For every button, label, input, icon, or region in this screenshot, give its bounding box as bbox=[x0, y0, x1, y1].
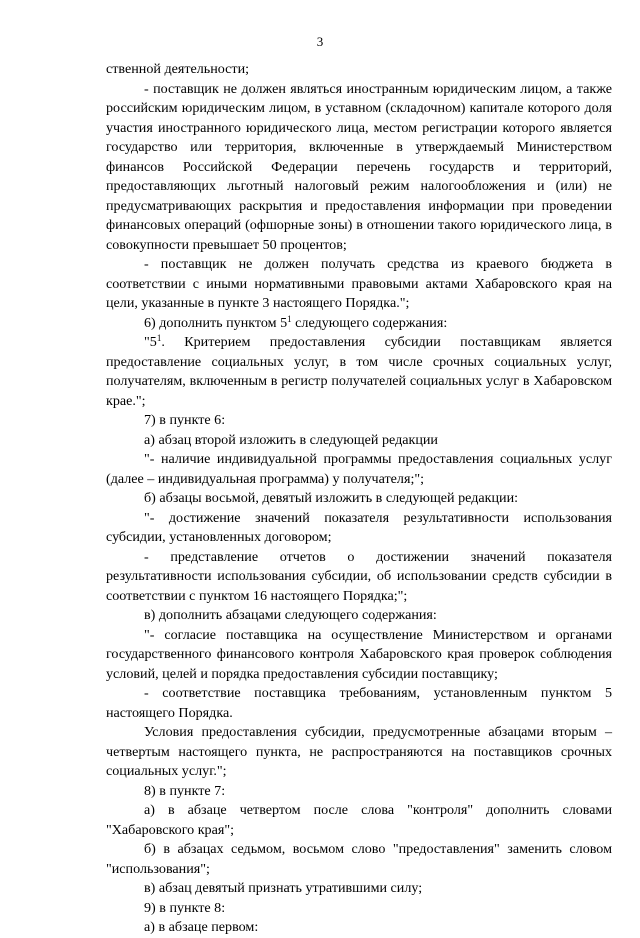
paragraph-item-8a: а) в абзаце четвертом после слова "контроля" дополнить словами "Хабаровского края"; bbox=[106, 802, 612, 838]
paragraph-item-7b: б) абзацы восьмой, девятый изложить в следующей редакции: bbox=[144, 490, 519, 506]
paragraph-individual-program: "- наличие индивидуальной программы предоставления социальных услуг (далее – индивидуальная программа) у получателя;"; bbox=[106, 451, 612, 487]
paragraph-foreign-entity-requirement: - поставщик не должен являться иностранным юридическим лицом, а также российским юридическим лицом, в уставном (складочном) капитале которого доля участия иностранного юридического лица, местом регистрации которого является государство или территория, включенные в утверждаемый Министерством финансов Российской Федерации перечень государств и территорий, предоставляющих льготный налоговый режим налогообложения и (или) не предусматривающих раскрытия и предоставления информации при проведении финансовых операций (офшорные зоны) в отношении такого юридического лица, в совокупности превышает 50 процентов; bbox=[106, 80, 612, 253]
paragraph-point-5-1 bbox=[106, 333, 612, 411]
superscript-1: 1 bbox=[156, 333, 162, 343]
paragraph-item-6-text: 6) дополнить пунктом 5 bbox=[144, 314, 288, 331]
paragraph-item-8: 8) в пункте 7: bbox=[144, 782, 226, 799]
paragraph-item-8c: в) абзац девятый признать утратившими силу; bbox=[144, 880, 423, 896]
paragraph-reports: - представление отчетов о достижении значений показателя результативности использования субсидии, об использовании средств субсидии в соответствии с пунктом 16 настоящего Порядка;"; bbox=[106, 548, 612, 604]
paragraph-budget-funds-requirement: - поставщик не должен получать средства из краевого бюджета в соответствии с иными нормативными правовыми актами Хабаровского края на цели, указанные в пункте 3 настоящего Порядка."; bbox=[106, 256, 612, 311]
superscript-1: 1 bbox=[287, 313, 292, 324]
paragraph-item-9a: а) в абзаце первом: bbox=[144, 919, 259, 935]
document-body bbox=[106, 60, 612, 938]
paragraph-point-5-1-start: "5 bbox=[144, 334, 157, 350]
paragraph-item-6 bbox=[106, 314, 612, 334]
paragraph-consent-inspections: "- согласие поставщика на осуществление Министерством и органами государственного финансового контроля Хабаровского края проверок соблюдения условий, целей и порядка предоставления субсидии поставщику; bbox=[106, 626, 612, 682]
paragraph-conditions-exemption: Условия предоставления субсидии, предусмотренные абзацами вторым – четвертым настоящего пункта, не распространяются на поставщиков срочных социальных услуг."; bbox=[106, 724, 612, 779]
paragraph-compliance: - соответствие поставщика требованиям, установленным пунктом 5 настоящего Порядка. bbox=[106, 685, 612, 721]
page-number: 3 bbox=[316, 34, 324, 49]
paragraph-item-6-text-end: следующего содержания: bbox=[291, 314, 448, 331]
paragraph-item-8b: б) в абзацах седьмом, восьмом слово "предоставления" заменить словом "использования"; bbox=[106, 841, 612, 877]
paragraph-point-5-1-text: . Критерием предоставления субсидии поставщикам является предоставление социальных услуг, в том числе срочных социальных услуг, получателям, включенным в регистр получателей социальных услуг в Хабаровском крае."; bbox=[106, 334, 612, 409]
paragraph-item-7a: а) абзац второй изложить в следующей редакции bbox=[144, 431, 438, 448]
paragraph-item-7c: в) дополнить абзацами следующего содержания: bbox=[144, 607, 437, 623]
paragraph-item-9: 9) в пункте 8: bbox=[144, 899, 226, 916]
paragraph-performance-indicator: "- достижение значений показателя результативности использования субсидии, установленных договором; bbox=[106, 509, 612, 545]
paragraph-item-7: 7) в пункте 6: bbox=[144, 412, 226, 428]
paragraph-continuation: ственной деятельности; bbox=[106, 61, 250, 77]
